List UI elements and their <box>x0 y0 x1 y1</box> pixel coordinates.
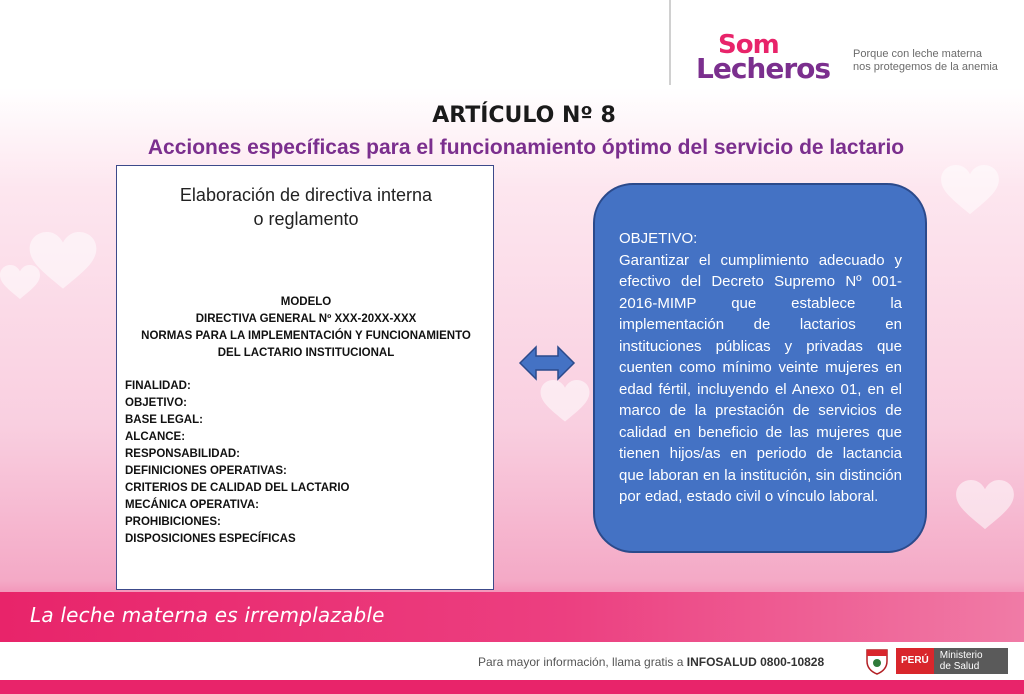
somos-lecheros-logo <box>696 30 836 84</box>
ministry-line-2: de Salud <box>939 661 980 672</box>
document-heading-line-1: Elaboración de directiva interna <box>179 185 433 205</box>
section-item: MECÁNICA OPERATIVA: <box>125 499 259 511</box>
infosalud-number: INFOSALUD 0800-10828 <box>686 655 825 669</box>
objective-text-block <box>619 228 902 508</box>
section-item: DEFINICIONES OPERATIVAS: <box>125 465 287 477</box>
ministry-label <box>934 648 1008 674</box>
tagline-line-1: Porque con leche materna <box>853 48 983 60</box>
ministry-badge <box>864 646 1008 676</box>
document-model-block <box>125 294 487 362</box>
heart-icon <box>955 480 1015 532</box>
double-arrow-icon <box>518 343 576 383</box>
model-line: NORMAS PARA LA IMPLEMENTACIÓN Y FUNCIONAMIENTO <box>141 330 471 342</box>
page-title: ARTÍCULO Nº 8 <box>432 103 616 128</box>
objective-box <box>593 183 927 553</box>
objective-description: Garantizar el cumplimiento adecuado y efectivo del Decreto Supremo Nº 001-2016-MIMP que establece la implementación de lactarios en instituciones públicas y privadas que cuenten como mínimo veinte mujeres en edad fértil, incluyendo el Anexo 01, en el marco de la prestación de servicios de calidad en beneficio de las mujeres que tienen hijos/as en periodo de lactancia que laboran en la institución, sin distinción por edad, estado civil o vínculo laboral. <box>619 251 902 505</box>
footer-info <box>478 655 824 669</box>
tagline-line-2: nos protegemos de la anemia <box>853 61 998 73</box>
section-item: DISPOSICIONES ESPECÍFICAS <box>125 533 296 545</box>
section-item: PROHIBICIONES: <box>125 516 221 528</box>
model-line: DIRECTIVA GENERAL Nº XXX-20XX-XXX <box>195 313 417 325</box>
document-heading-line-2: o reglamento <box>253 209 359 229</box>
section-item: CRITERIOS DE CALIDAD DEL LACTARIO <box>125 482 350 494</box>
section-item: FINALIDAD: <box>125 380 191 392</box>
section-item: BASE LEGAL: <box>125 414 203 426</box>
tagline <box>853 48 998 74</box>
objective-label: OBJETIVO: <box>619 230 698 247</box>
header-divider <box>669 0 671 85</box>
peru-shield-icon <box>864 647 890 675</box>
section-item: RESPONSABILIDAD: <box>125 448 241 460</box>
heart-icon <box>940 165 1000 217</box>
peru-label: PERÚ <box>896 648 934 674</box>
page-subtitle: Acciones específicas para el funcionamiento óptimo del servicio de lactario <box>147 136 905 159</box>
ministry-line-1: Ministerio <box>939 650 983 661</box>
model-line: MODELO <box>280 296 332 308</box>
info-prefix: Para mayor información, llama gratis a <box>478 655 684 669</box>
section-item: ALCANCE: <box>125 431 186 443</box>
document-heading <box>117 183 495 231</box>
logo-text-bottom: Lecheros <box>696 52 831 85</box>
logo-text-top: Som <box>718 30 779 60</box>
heart-icon <box>0 265 40 301</box>
footer-stripe <box>0 680 1024 694</box>
model-line: DEL LACTARIO INSTITUCIONAL <box>217 347 395 359</box>
directive-document-box <box>116 165 494 590</box>
slogan: La leche materna es irremplazable <box>30 603 385 627</box>
heart-icon <box>540 380 590 424</box>
document-sections-list <box>125 378 487 548</box>
section-item: OBJETIVO: <box>125 397 187 409</box>
